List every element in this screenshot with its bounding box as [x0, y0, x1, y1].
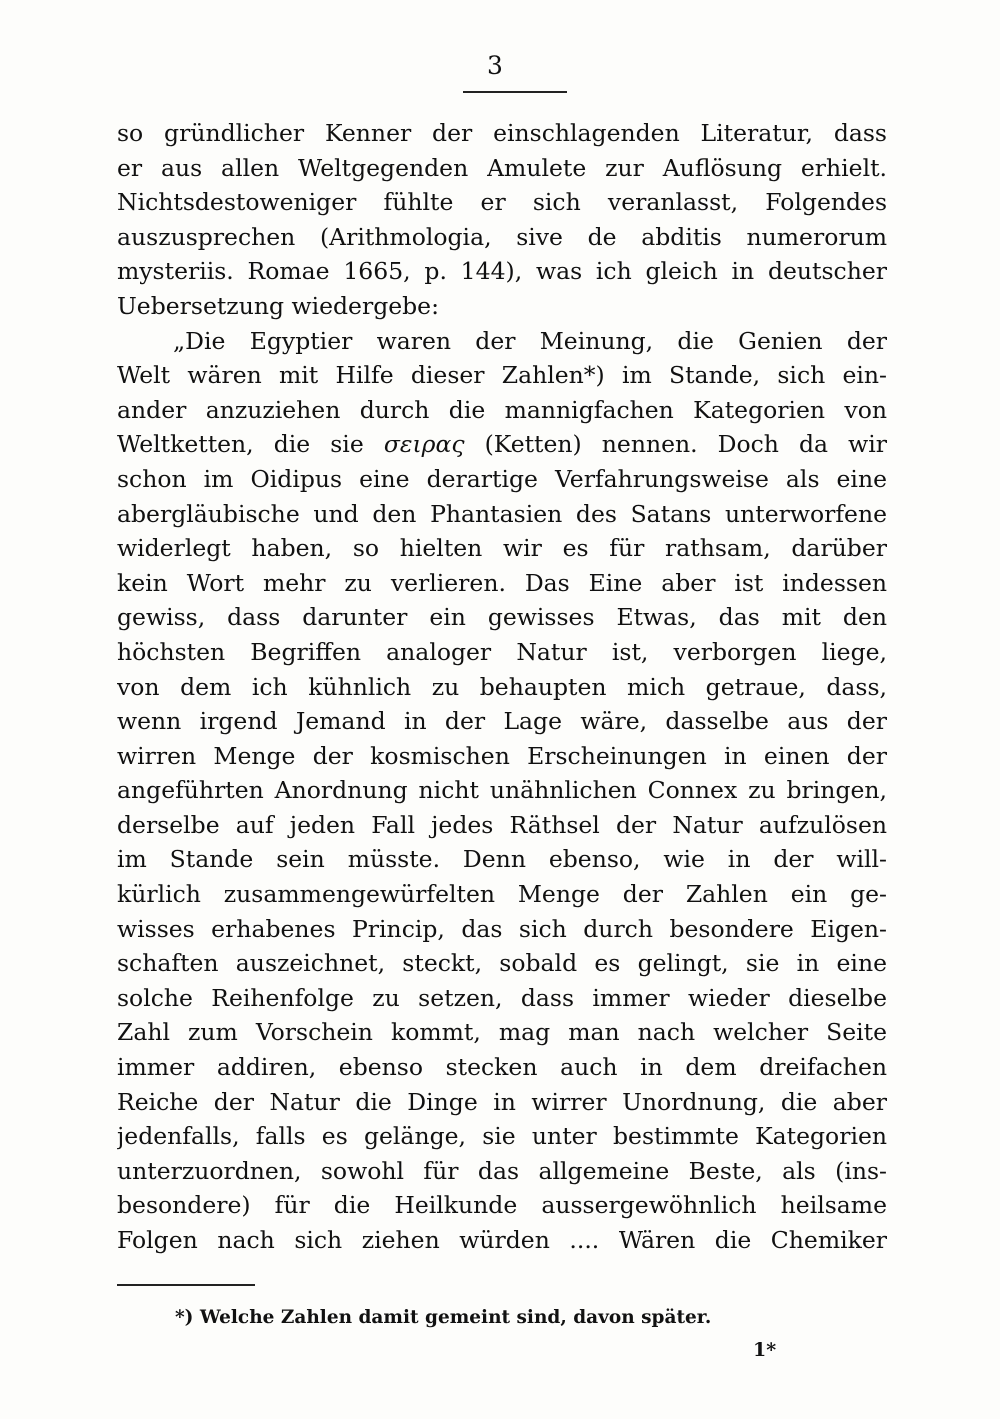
text-line: Folgen nach sich ziehen würden .... Wären die Chemiker [117, 1226, 887, 1254]
quote-start-line: „Die Egyptier waren der Meinung, die Genien der [173, 326, 887, 355]
text-line: auszusprechen (Arithmologia, sive de abditis numerorum [117, 222, 887, 251]
text-line: abergläubische und den Phantasien des Satans unterworfene [117, 499, 887, 528]
text-line: Welt wären mit Hilfe dieser Zahlen*) im Stande, sich ein- [117, 361, 887, 390]
text-line: jedenfalls, falls es gelänge, sie unter bestimmte Kategorien [117, 1122, 887, 1151]
text-line: so gründlicher Kenner der einschlagenden Literatur, dass [117, 119, 887, 147]
footnote: *) Welche Zahlen damit gemeint sind, davon später. [175, 1307, 712, 1328]
page-number: 3 [487, 51, 503, 80]
text-line: immer addiren, ebenso stecken auch in dem dreifachen [117, 1053, 887, 1082]
text-line: unterzuordnen, sowohl für das allgemeine Beste, als (ins- [117, 1156, 887, 1185]
text-line: schaften auszeichnet, steckt, sobald es gelingt, sie in eine [117, 949, 887, 978]
text-line: Reiche der Natur die Dinge in wirrer Unordnung, die aber [117, 1087, 887, 1116]
text-line: höchsten Begriffen analoger Natur ist, verborgen liege, [117, 637, 887, 666]
text-line: gewiss, dass darunter ein gewisses Etwas, das mit den [117, 603, 887, 632]
text-line: besondere) für die Heilkunde aussergewöhnlich heilsame [117, 1191, 887, 1220]
text-line: wenn irgend Jemand in der Lage wäre, dasselbe aus der [117, 707, 887, 736]
text-line: derselbe auf jeden Fall jedes Räthsel der Natur aufzulösen [117, 810, 887, 839]
text-line: wisses erhabenes Princip, das sich durch besondere Eigen- [117, 914, 887, 943]
signature-mark: 1* [753, 1339, 777, 1361]
text-line: im Stande sein müsste. Denn ebenso, wie in der will- [117, 845, 887, 874]
text-line: Nichtsdestoweniger fühlte er sich veranlasst, Folgendes [117, 188, 887, 217]
text-line: schon im Oidipus eine derartige Verfahrungsweise als eine [117, 464, 887, 493]
text-segment: Weltketten, die sie [117, 430, 364, 459]
text-line: kein Wort mehr zu verlieren. Das Eine aber ist indessen [117, 568, 887, 597]
text-line: mysteriis. Romae 1665, p. 144), was ich gleich in deutscher [117, 257, 887, 286]
text-line: er aus allen Weltgegenden Amulete zur Auflösung erhielt. [117, 153, 887, 182]
text-segment: (Ketten) nennen. Doch da wir [484, 430, 887, 459]
text-line: Uebersetzung wiedergebe: [117, 291, 440, 320]
header-rule [463, 91, 567, 93]
text-line-ketten [117, 427, 887, 462]
text-line: widerlegt haben, so hielten wir es für rathsam, darüber [117, 534, 887, 563]
footnote-rule [117, 1284, 255, 1286]
text-line: angeführten Anordnung nicht unähnlichen Connex zu bringen, [117, 776, 887, 805]
text-line: kürlich zusammengewürfelten Menge der Zahlen ein ge- [117, 880, 887, 909]
text-line: wirren Menge der kosmischen Erscheinungen in einen der [117, 741, 887, 770]
body-text [117, 116, 887, 1258]
greek-word: σειρας [383, 430, 465, 459]
text-line: solche Reihenfolge zu setzen, dass immer wieder dieselbe [117, 983, 887, 1012]
text-line: ander anzuziehen durch die mannigfachen Kategorien von [117, 395, 887, 424]
text-line: Zahl zum Vorschein kommt, mag man nach welcher Seite [117, 1018, 887, 1047]
text-line: von dem ich kühnlich zu behaupten mich getraue, dass, [117, 672, 887, 701]
